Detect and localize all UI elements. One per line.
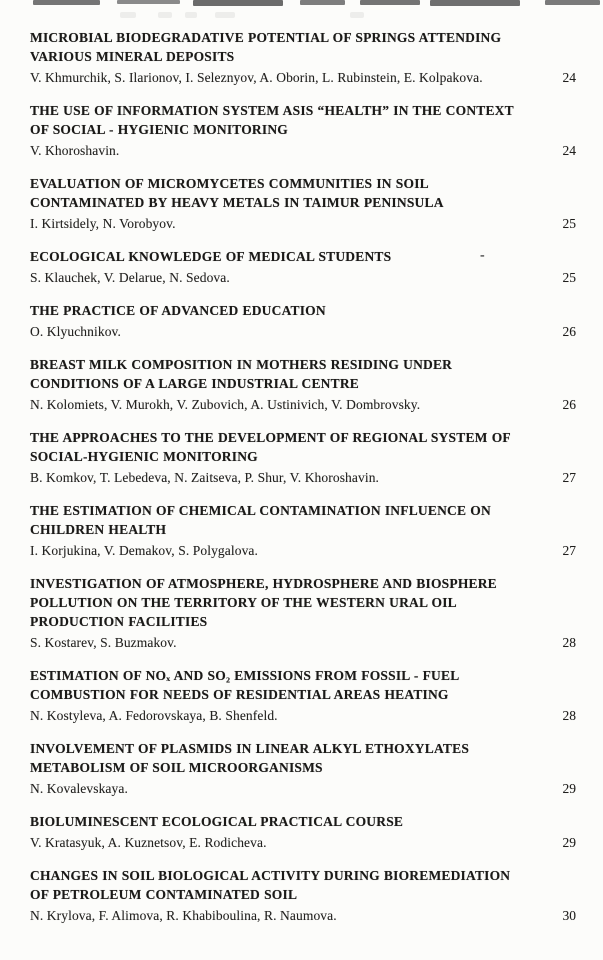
entry-authors: S. Klauchek, V. Delarue, N. Sedova. [30,270,230,285]
entry-title: EVALUATION OF MICROMYCETES COMMUNITIES IN SOIL CONTAMINATED BY HEAVY METALS IN TAIMUR PENINSULA [30,176,444,210]
entry-page-number: 25 [562,270,576,285]
stray-dash-mark: - [480,248,485,263]
entry-title: THE PRACTICE OF ADVANCED EDUCATION [30,303,326,318]
toc-entry [30,866,576,925]
entry-page-number: 29 [562,781,576,796]
toc-entry [30,739,576,798]
entry-meta-row [30,706,576,725]
entry-title: ECOLOGICAL KNOWLEDGE OF MEDICAL STUDENTS [30,249,392,264]
toc-list [30,28,576,925]
entry-title: THE ESTIMATION OF CHEMICAL CONTAMINATION INFLUENCE ON CHILDREN HEALTH [30,503,491,537]
entry-meta-row [30,141,576,160]
entry-title: INVOLVEMENT OF PLASMIDS IN LINEAR ALKYL ETHOXYLATES METABOLISM OF SOIL MICROORGANISMS [30,741,470,775]
entry-title: CHANGES IN SOIL BIOLOGICAL ACTIVITY DURING BIOREMEDIATION OF PETROLEUM CONTAMINATED SOIL [30,868,511,902]
toc-entry [30,247,576,287]
entry-title: THE USE OF INFORMATION SYSTEM ASIS “HEALTH” IN THE CONTEXT OF SOCIAL - HYGIENIC MONITORING [30,103,514,137]
entry-meta-row [30,779,576,798]
toc-entry [30,355,576,414]
entry-meta-row [30,395,576,414]
toc-entry [30,501,576,560]
entry-meta-row [30,268,576,287]
entry-meta-row [30,633,576,652]
toc-entry [30,812,576,852]
entry-page-number: 24 [562,70,576,85]
entry-meta-row [30,833,576,852]
entry-page-number: 27 [562,470,576,485]
entry-authors: O. Klyuchnikov. [30,324,121,339]
toc-entry [30,301,576,341]
scan-artifact-top [0,0,603,20]
entry-title: THE APPROACHES TO THE DEVELOPMENT OF REGIONAL SYSTEM OF SOCIAL-HYGIENIC MONITORING [30,430,511,464]
entry-meta-row [30,541,576,560]
entry-authors: B. Komkov, T. Lebedeva, N. Zaitseva, P. Shur, V. Khoroshavin. [30,470,380,485]
entry-authors: V. Khmurchik, S. Ilarionov, I. Seleznyov, A. Oborin, L. Rubinstein, E. Kolpakova. [30,70,483,85]
toc-entry [30,428,576,487]
entry-page-number: 28 [562,635,576,650]
entry-meta-row [30,468,576,487]
entry-title: BREAST MILK COMPOSITION IN MOTHERS RESIDING UNDER CONDITIONS OF A LARGE INDUSTRIAL CENTRE [30,357,453,391]
entry-authors: N. Kovalevskaya. [30,781,128,796]
toc-entry [30,174,576,233]
entry-title: BIOLUMINESCENT ECOLOGICAL PRACTICAL COURSE [30,814,404,829]
entry-title: MICROBIAL BIODEGRADATIVE POTENTIAL OF SPRINGS ATTENDING VARIOUS MINERAL DEPOSITS [30,30,502,64]
entry-authors: V. Kratasyuk, A. Kuznetsov, E. Rodicheva. [30,835,267,850]
entry-page-number: 25 [562,216,576,231]
entry-meta-row [30,906,576,925]
entry-page-number: 29 [562,835,576,850]
entry-meta-row [30,214,576,233]
toc-entry [30,101,576,160]
toc-entry [30,574,576,652]
entry-authors: N. Kolomiets, V. Murokh, V. Zubovich, A. Ustinivich, V. Dombrovsky. [30,397,421,412]
entry-authors: I. Kirtsidely, N. Vorobyov. [30,216,176,231]
toc-entry [30,666,576,725]
entry-title: ESTIMATION OF NOₓ AND SO₂ EMISSIONS FROM FOSSIL - FUEL COMBUSTION FOR NEEDS OF RESIDENTIAL AREAS HEATING [30,668,460,702]
entry-page-number: 28 [562,708,576,723]
entry-authors: V. Khoroshavin. [30,143,120,158]
entry-authors: S. Kostarev, S. Buzmakov. [30,635,177,650]
entry-page-number: 30 [562,908,576,923]
entry-authors: I. Korjukina, V. Demakov, S. Polygalova. [30,543,258,558]
entry-title: INVESTIGATION OF ATMOSPHERE, HYDROSPHERE AND BIOSPHERE POLLUTION ON THE TERRITORY OF THE WESTERN URAL OIL PRODUCTION FACILITIES [30,576,497,629]
entry-meta-row [30,322,576,341]
entry-meta-row [30,68,576,87]
entry-authors: N. Kostyleva, A. Fedorovskaya, B. Shenfeld. [30,708,278,723]
entry-page-number: 26 [562,324,576,339]
toc-entry [30,28,576,87]
entry-page-number: 24 [562,143,576,158]
entry-page-number: 26 [562,397,576,412]
entry-authors: N. Krylova, F. Alimova, R. Khabiboulina, R. Naumova. [30,908,337,923]
entry-page-number: 27 [562,543,576,558]
